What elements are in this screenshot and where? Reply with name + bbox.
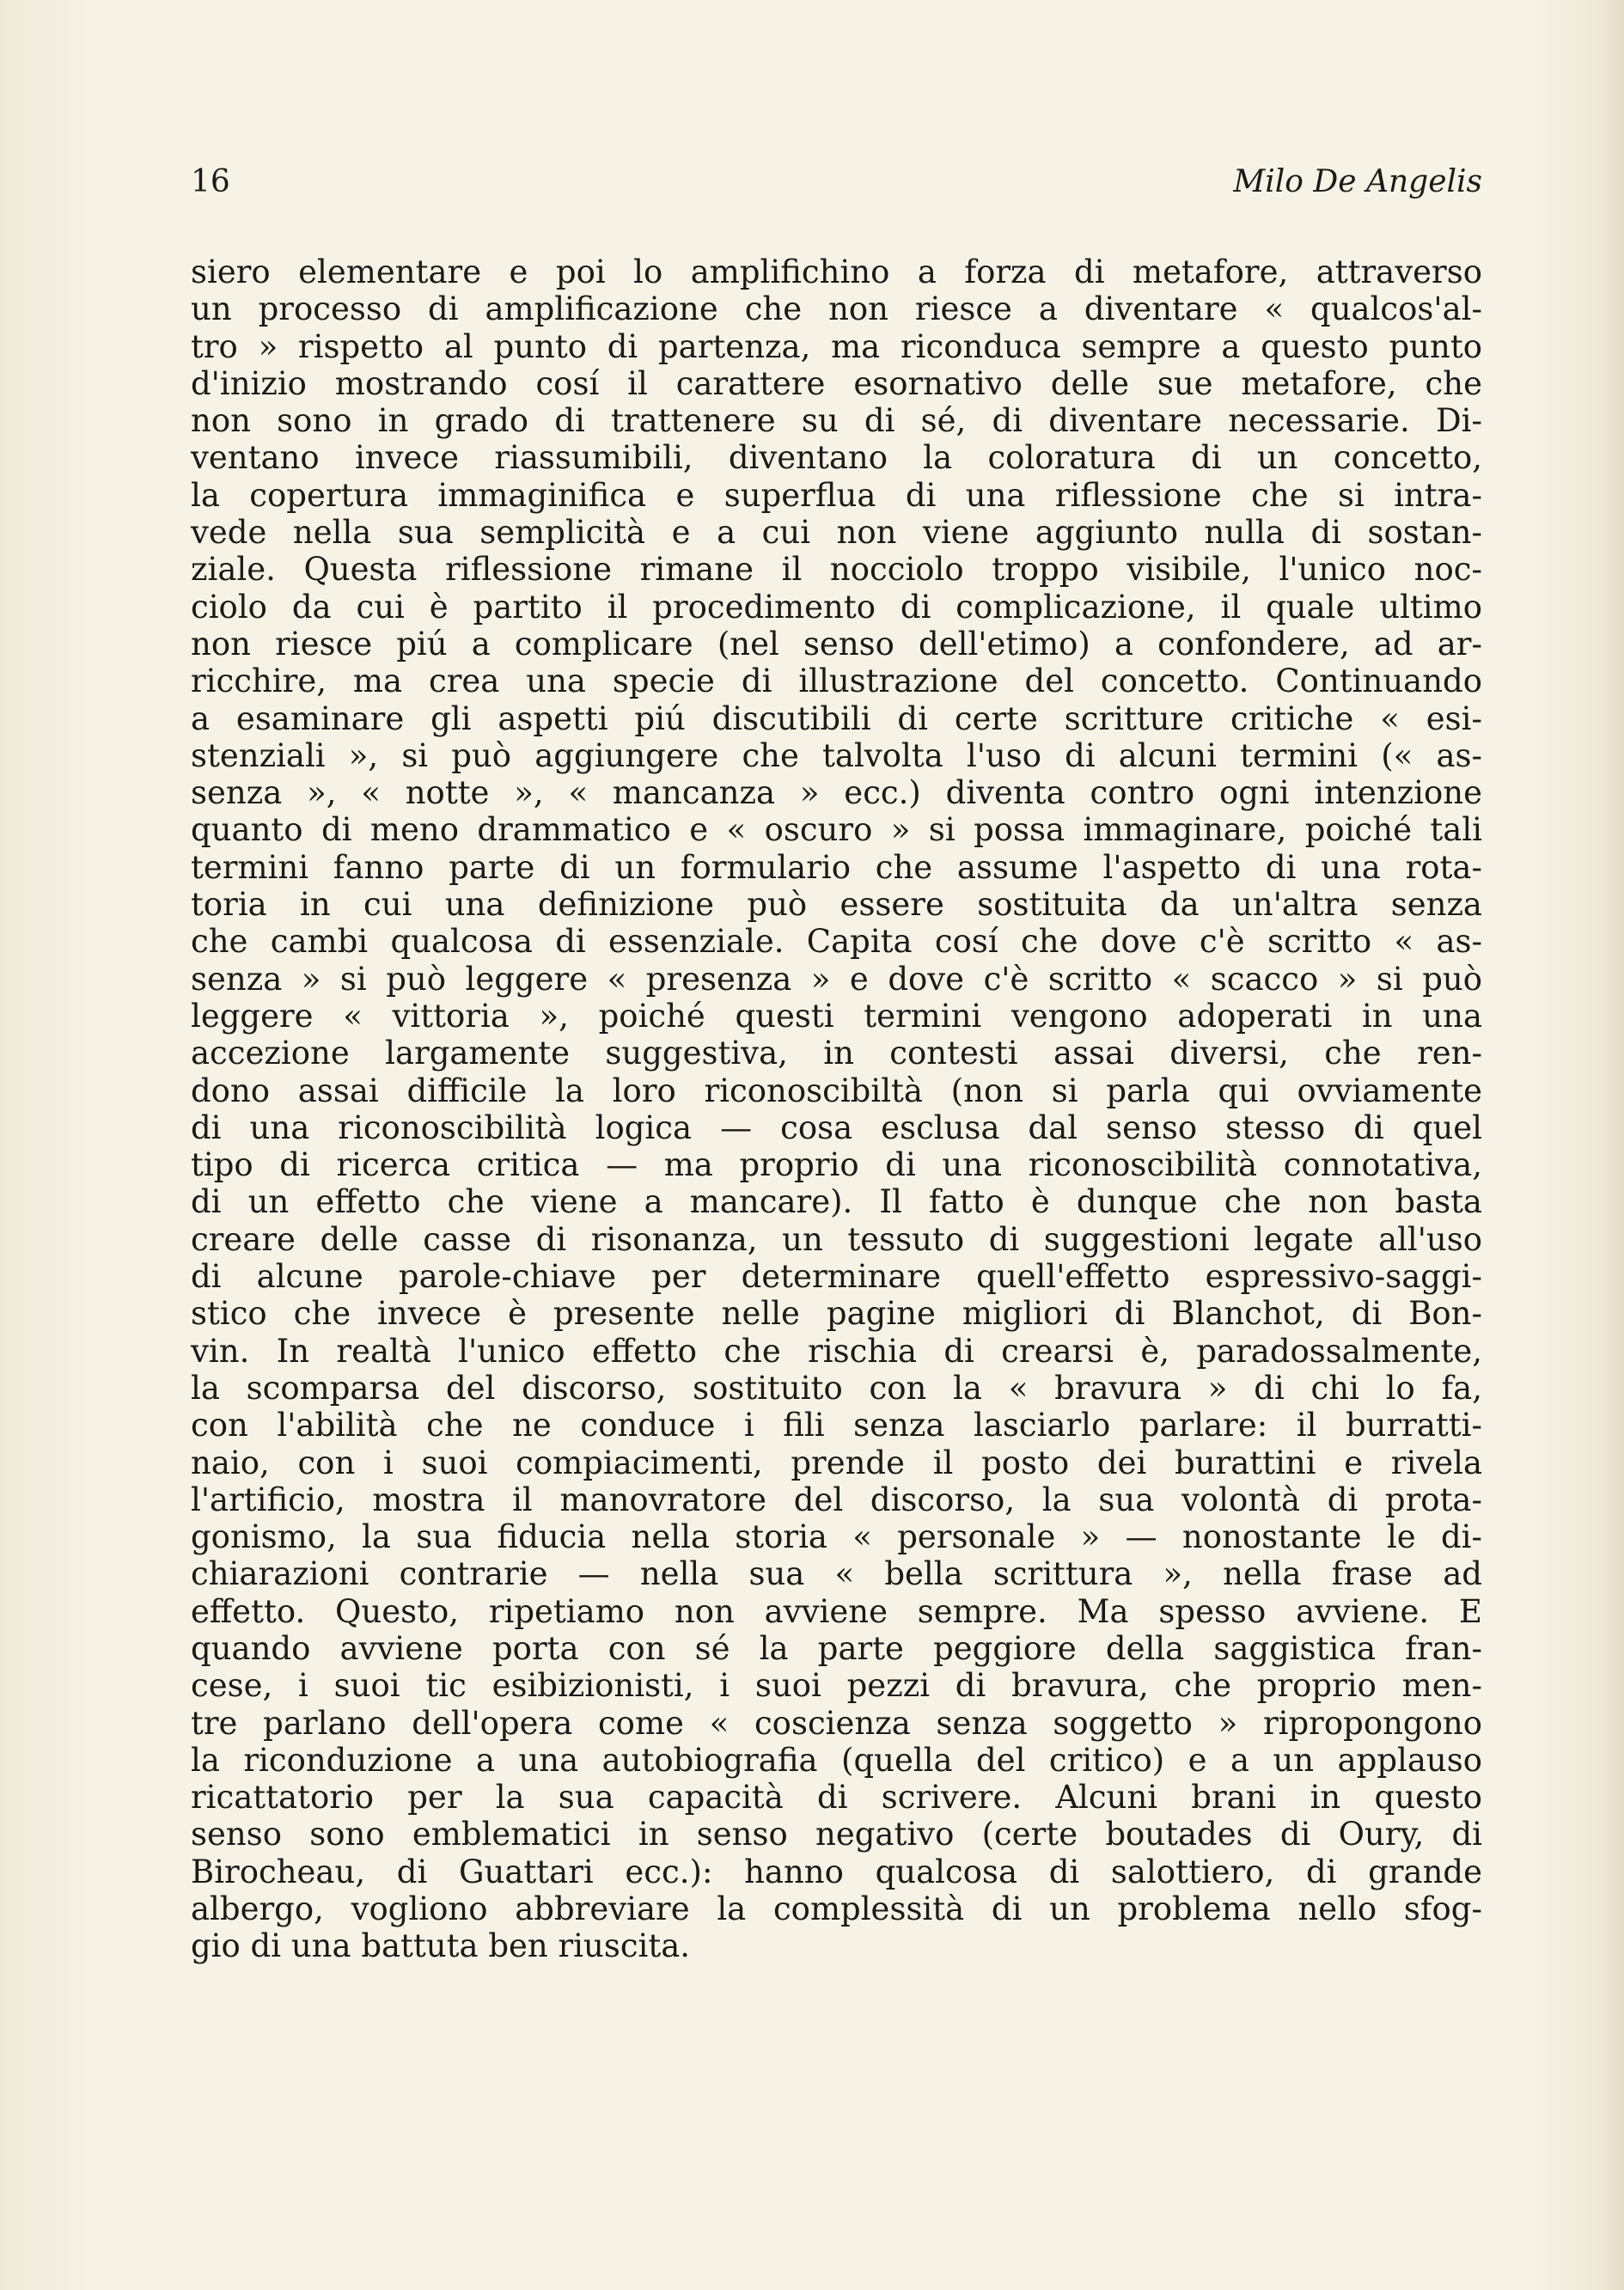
text-line: quando avviene porta con sé la parte peggiore della saggistica fran- bbox=[191, 1629, 1482, 1667]
text-line: vin. In realtà l'unico effetto che rischia di crearsi è, paradossalmente, bbox=[191, 1332, 1482, 1370]
text-line: senso sono emblematici in senso negativo (certe boutades di Oury, di bbox=[191, 1816, 1482, 1853]
text-line: la scomparsa del discorso, sostituito con la « bravura » di chi lo fa, bbox=[191, 1369, 1482, 1407]
page-number: 16 bbox=[191, 164, 230, 199]
text-line: chiarazioni contrarie — nella sua « bella scrittura », nella frase ad bbox=[191, 1555, 1482, 1593]
text-line: cese, i suoi tic esibizionisti, i suoi pezzi di bravura, che proprio men- bbox=[191, 1667, 1482, 1705]
text-line: di una riconoscibilità logica — cosa esclusa dal senso stesso di quel bbox=[191, 1108, 1482, 1146]
text-line: ventano invece riassumibili, diventano la coloratura di un concetto, bbox=[191, 439, 1482, 477]
text-line: un processo di amplificazione che non riesce a diventare « qualcos'al- bbox=[191, 290, 1482, 328]
text-line: Birocheau, di Guattari ecc.): hanno qualcosa di salottiero, di grande bbox=[191, 1853, 1482, 1890]
text-line: gonismo, la sua fiducia nella storia « personale » — nonostante le di- bbox=[191, 1518, 1482, 1556]
text-line: tipo di ricerca critica — ma proprio di una riconoscibilità connotativa, bbox=[191, 1146, 1482, 1184]
running-title: Milo De Angelis bbox=[1233, 164, 1482, 199]
text-line: leggere « vittoria », poiché questi termini vengono adoperati in una bbox=[191, 997, 1482, 1035]
text-line: ricchire, ma crea una specie di illustrazione del concetto. Continuando bbox=[191, 663, 1482, 700]
text-line: stico che invece è presente nelle pagine migliori di Blanchot, di Bon- bbox=[191, 1295, 1482, 1333]
text-line: termini fanno parte di un formulario che assume l'aspetto di una rota- bbox=[191, 848, 1482, 886]
text-line: con l'abilità che ne conduce i fili senza lasciarlo parlare: il burratti- bbox=[191, 1407, 1482, 1444]
body-text bbox=[191, 253, 1482, 2067]
text-line: dono assai difficile la loro riconoscibiltà (non si parla qui ovviamente bbox=[191, 1072, 1482, 1109]
text-line: accezione largamente suggestiva, in contesti assai diversi, che ren- bbox=[191, 1035, 1482, 1072]
text-line: la riconduzione a una autobiografia (quella del critico) e a un applauso bbox=[191, 1741, 1482, 1779]
running-head bbox=[191, 160, 1482, 205]
text-line: quanto di meno drammatico e « oscuro » si possa immaginare, poiché tali bbox=[191, 811, 1482, 849]
text-line: gio di una battuta ben riuscita. bbox=[191, 1927, 691, 1965]
text-line: non riesce piú a complicare (nel senso dell'etimo) a confondere, ad ar- bbox=[191, 625, 1482, 663]
text-line: la copertura immaginifica e superflua di una riflessione che si intra- bbox=[191, 476, 1482, 514]
text-line: siero elementare e poi lo amplifichino a forza di metafore, attraverso bbox=[191, 253, 1482, 290]
page-edge-shadow bbox=[1600, 0, 1624, 2290]
text-line: di alcune parole-chiave per determinare quell'effetto espressivo-saggi- bbox=[191, 1258, 1482, 1296]
text-line: di un effetto che viene a mancare). Il fatto è dunque che non basta bbox=[191, 1183, 1482, 1221]
text-line: creare delle casse di risonanza, un tessuto di suggestioni legate all'uso bbox=[191, 1220, 1482, 1258]
text-line: ricattatorio per la sua capacità di scrivere. Alcuni brani in questo bbox=[191, 1779, 1482, 1817]
text-line: effetto. Questo, ripetiamo non avviene sempre. Ma spesso avviene. E bbox=[191, 1592, 1482, 1630]
text-line: a esaminare gli aspetti piú discutibili di certe scritture critiche « esi- bbox=[191, 699, 1482, 737]
text-line: che cambi qualcosa di essenziale. Capita cosí che dove c'è scritto « as- bbox=[191, 923, 1482, 961]
text-line: tre parlano dell'opera come « coscienza senza soggetto » ripropongono bbox=[191, 1704, 1482, 1742]
text-line: stenziali », si può aggiungere che talvolta l'uso di alcuni termini (« as- bbox=[191, 736, 1482, 774]
text-line: non sono in grado di trattenere su di sé, di diventare necessarie. Di- bbox=[191, 402, 1482, 440]
text-line: d'inizio mostrando cosí il carattere esornativo delle sue metafore, che bbox=[191, 364, 1482, 402]
text-line: naio, con i suoi compiacimenti, prende il posto dei burattini e rivela bbox=[191, 1444, 1482, 1481]
text-line: l'artificio, mostra il manovratore del discorso, la sua volontà di prota- bbox=[191, 1481, 1482, 1518]
text-line: toria in cui una definizione può essere sostituita da un'altra senza bbox=[191, 886, 1482, 924]
text-line: albergo, vogliono abbreviare la complessità di un problema nello sfog- bbox=[191, 1890, 1482, 1928]
text-line: ziale. Questa riflessione rimane il nocciolo troppo visibile, l'unico noc- bbox=[191, 551, 1482, 589]
text-line: vede nella sua semplicità e a cui non viene aggiunto nulla di sostan- bbox=[191, 514, 1482, 552]
text-line: tro » rispetto al punto di partenza, ma riconduca sempre a questo punto bbox=[191, 327, 1482, 365]
text-line: ciolo da cui è partito il procedimento di complicazione, il quale ultimo bbox=[191, 588, 1482, 626]
text-line: senza », « notte », « mancanza » ecc.) diventa contro ogni intenzione bbox=[191, 774, 1482, 812]
text-line: senza » si può leggere « presenza » e dove c'è scritto « scacco » si può bbox=[191, 960, 1482, 998]
